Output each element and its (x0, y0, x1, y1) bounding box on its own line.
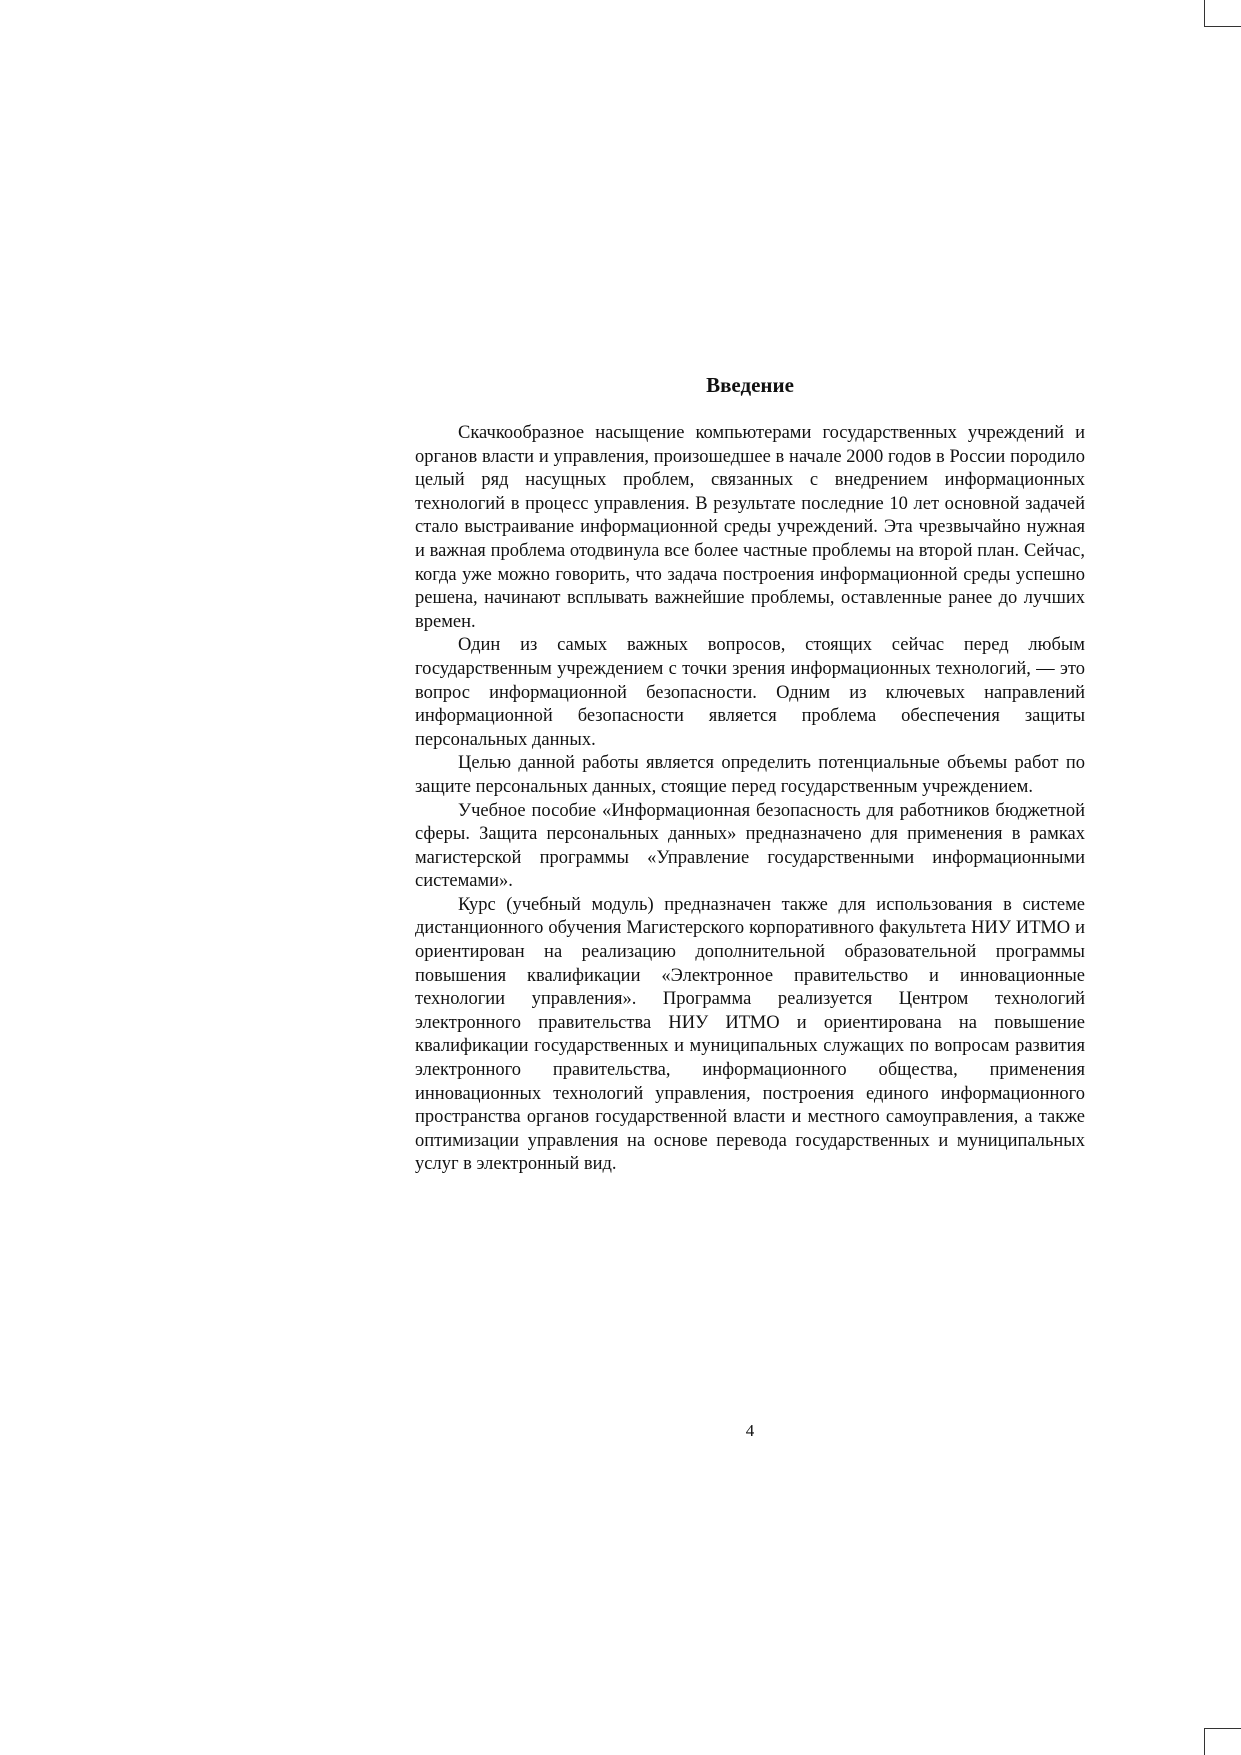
body-text (415, 422, 1085, 1177)
page-number: 4 (745, 1421, 755, 1440)
paragraph-2: Один из самых важных вопросов, стоящих сейчас перед любым государственным учреждением с точки зрения информационных технологий, — это вопрос информационной безопасности. Одним из ключевых направлений информационной безопасности является проблема обеспечения защиты персональных данных. (415, 635, 1085, 750)
crop-mark-top-horizontal (1204, 26, 1241, 27)
crop-mark-top-vertical (1204, 0, 1205, 26)
crop-mark-bottom-horizontal (1204, 1728, 1241, 1729)
paragraph-3: Целью данной работы является определить потенциальные объемы работ по защите персональных данных, стоящие перед государственным учреждением. (415, 753, 1085, 797)
paragraph-5: Курс (учебный модуль) предназначен также для использования в системе дистанционного обучения Магистерского корпоративного факультета НИУ ИТМО и ориентирован на реализацию дополнительной образовательной программы повышения квалификации «Электронное правительство и инновационные технологии управления». Программа реализуется Центром технологий электронного правительства НИУ ИТМО и ориентирована на повышение квалификации государственных и муниципальных служащих по вопросам развития электронного правительства, информационного общества, применения инновационных технологий управления, построения единого информационного пространства органов государственной власти и местного самоуправления, а также оптимизации управления на основе перевода государственных и муниципальных услуг в электронный вид. (415, 894, 1085, 1175)
paragraph-1: Скачкообразное насыщение компьютерами государственных учреждений и органов власти и управления, произошедшее в начале 2000 годов в России породило целый ряд насущных проблем, связанных с внедрением информационных технологий в процесс управления. В результате последние 10 лет основной задачей стало выстраивание информационной среды учреждений. Эта чрезвычайно нужная и важная проблема отодвинула все более частные проблемы на второй план. Сейчас, когда уже можно говорить, что задача построения информационной среды успешно решена, начинают всплывать важнейшие проблемы, оставленные ранее до лучших времен. (415, 423, 1085, 632)
paragraph-4: Учебное пособие «Информационная безопасность для работников бюджетной сферы. Защита персональных данных» предназначено для применения в рамках магистерской программы «Управление государственными информационными системами». (415, 800, 1085, 892)
crop-mark-bottom-vertical (1204, 1728, 1205, 1755)
page-title: Введение (706, 373, 794, 397)
